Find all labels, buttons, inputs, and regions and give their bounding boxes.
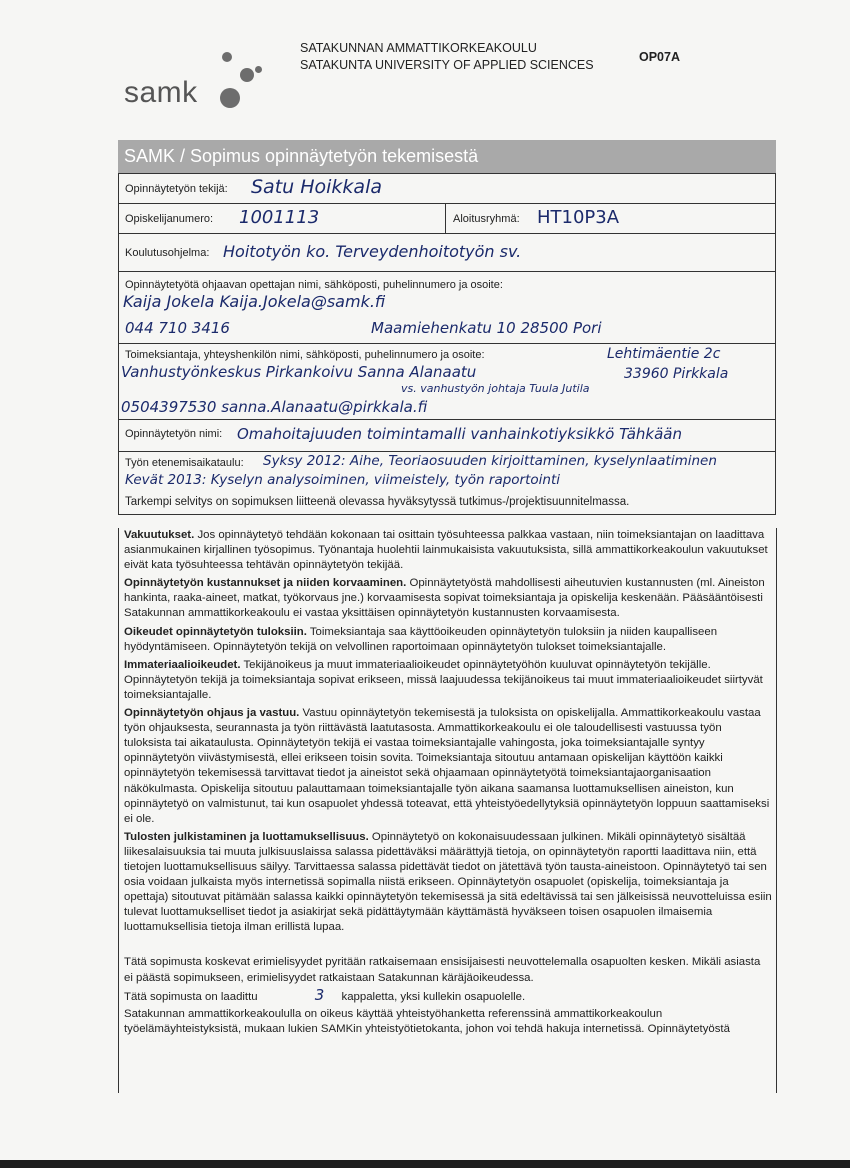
- author-row: [119, 174, 775, 204]
- copies-suffix: kappaletta, yksi kullekin osapuolelle.: [341, 990, 526, 1003]
- copies-clause: [124, 985, 776, 1005]
- disputes-clause: Tätä sopimusta koskevat erimielisyydet pyritään ratkaisemaan ensisijaisesti neuvottelemalla osapuolten kesken. Mikäli asiasta ei päästä sopimukseen, erimielisyydet ratkaistaan Satakunnan käräjäoikeudessa.: [124, 956, 761, 984]
- schedule-note: Tarkempi selvitys on sopimuksen liitteenä olevassa hyväksytyssä tutkimus-/projektisuunnitelmassa.: [125, 496, 630, 508]
- author-label: Opinnäytetyön tekijä:: [125, 183, 228, 195]
- group-label: Aloitusryhmä:: [453, 213, 520, 225]
- terms-section: [118, 528, 776, 1037]
- copies-prefix: Tätä sopimusta on laadittu: [124, 990, 258, 1003]
- group-value: HT10P3A: [537, 207, 620, 228]
- supervisor-label: Opinnäytetyötä ohjaavan opettajan nimi, sähköposti, puhelinnumero ja osoite:: [125, 279, 503, 291]
- document-title: SAMK / Sopimus opinnäytetyön tekemisestä: [118, 140, 776, 173]
- term-text: Opinnäytetyö on kokonaisuudessaan julkinen. Mikäli opinnäytetyö sisältää liikesalaisuuksia tai muuta julkisuuslaissa salassa pidettäväksi määrättyjä tietoja, on opinnäytetyön raportti laadittava niin, että tietojen luottamuksellisuus säilyy. Tarvittaessa salassa pidettävät tiedot on jätettävä työn tausta-aineistoon. Opinnäytetyö tai sen osia voidaan julkaista myös internetissä sopimalla niistä erikseen. Opinnäytetyön osapuolet (opiskelija, toimeksiantaja ja opettaja) sitoutuvat pitämään salassa kaikki opinnäytetyön tekemisessä ja sitä edeltävissä tai sen jälkeisissä neuvotteluissa esiin tulevat luottamukselliset tiedot ja asiakirjat sekä pidättäytymään käyttämästä hyväkseen toisen osapuolen ilmaisemia luottamuksellisia tietoja ilman erillistä lupaa.: [124, 830, 772, 934]
- term-ip: [124, 658, 776, 703]
- copies-count: 3: [314, 985, 325, 1004]
- supervisor-address: Maamiehenkatu 10 28500 Pori: [371, 319, 602, 337]
- client-organization-contact: Vanhustyönkeskus Pirkankoivu Sanna Alanaatu: [121, 363, 477, 381]
- schedule-row: [119, 452, 775, 514]
- term-insurance: [124, 528, 776, 573]
- client-address-city: 33960 Pirkkala: [624, 366, 729, 382]
- client-label: Toimeksiantaja, yhteyshenkilön nimi, sähköposti, puhelinnumero ja osoite:: [125, 349, 485, 361]
- supervisor-phone: 044 710 3416: [125, 319, 230, 337]
- client-phone-email: 0504397530 sanna.Alanaatu@pirkkala.fi: [121, 398, 428, 416]
- student-number-value: 1001113: [239, 207, 320, 228]
- logo-dot-small: [222, 52, 232, 62]
- scan-edge: [0, 1160, 850, 1168]
- form-code: OP07A: [639, 50, 680, 64]
- org-line-en: SATAKUNTA UNIVERSITY OF APPLIED SCIENCES: [300, 58, 594, 72]
- term-costs: [124, 576, 776, 621]
- supervisor-row: [119, 272, 775, 344]
- author-value: Satu Hoikkala: [251, 176, 382, 198]
- agreement-form: [118, 173, 776, 515]
- term-text: Jos opinnäytetyö tehdään kokonaan tai osittain työsuhteessa palkkaa vastaan, niin toimeksiantajan on laadittava asianmukainen kirjallinen työsopimus. Työnantaja huolehtii lainmukaisista vakuutuksista, sillä ammattikorkeakoulun vakuutukset eivät kata työsuhteessa tehtävän opinnäytetyön tekijää.: [124, 529, 768, 572]
- term-guidance: [124, 706, 776, 827]
- term-heading: Vakuutukset.: [124, 529, 195, 541]
- student-row: [119, 204, 775, 234]
- term-text: Vastuu opinnäytetyön tekemisestä ja tuloksista on opiskelijalla. Ammattikorkeakoulu vastaa työn ohjauksesta, seurannasta ja työn riittävästä laatutasosta. Ammattikorkeakoulu ei ole taloudellisesti vastuussa työn tuloksista tai aikataulusta. Opinnäytetyön tekijä ei vastaa toimeksiantajalle vahingosta, joka toimeksiantajalle syntyy opinnäytetyön viivästymisestä, ellei erikseen toisin sovita. Toimeksiantaja sitoutuu antamaan opiskelijan käyttöön kaikki opinnäytetyön tekemisessä tarvittavat tiedot ja aineistot sekä ohjaamaan opinnäytetyötä toimeksiantajaorganisaation näkökulmasta. Opiskelija sitoutuu palauttamaan toimeksiantajalle työn aikana saamansa luottamuksellisen aineiston, kun opinnäytetyö on valmistunut, tai kun osapuolet yhdessä toteavat, että yhteistyöedellytyksiä opinnäytetyön loppuun saattamiseksi ei ole.: [124, 707, 770, 825]
- term-heading: Immateriaalioikeudet.: [124, 658, 241, 671]
- org-line-fi: SATAKUNNAN AMMATTIKORKEAKOULU: [300, 41, 537, 55]
- thesis-name-row: [119, 420, 775, 452]
- schedule-label: Työn etenemisaikataulu:: [125, 457, 244, 469]
- thesis-name-label: Opinnäytetyön nimi:: [125, 428, 223, 440]
- schedule-autumn: Syksy 2012: Aihe, Teoriaosuuden kirjoittaminen, kyselynlaatiminen: [263, 453, 717, 469]
- organization-name: [300, 40, 594, 74]
- client-address-street: Lehtimäentie 2c: [607, 346, 721, 362]
- program-value: Hoitotyön ko. Terveydenhoitotyön sv.: [223, 242, 522, 261]
- schedule-spring: Kevät 2013: Kyselyn analysoiminen, viimeistely, työn raportointi: [125, 472, 561, 488]
- term-rights: [124, 625, 776, 655]
- term-publication: [124, 830, 776, 936]
- term-heading: Opinnäytetyön ohjaus ja vastuu.: [124, 707, 300, 720]
- client-row: [119, 344, 775, 420]
- reference-clause: Satakunnan ammattikorkeakoululla on oikeus käyttää yhteistyöhanketta referenssinä ammattikorkeakoulun työelämäyhteistyksistä, mukaan lukien SAMKin yhteistyötietokanta, johon voi tehdä hakuja internetissä. Opinnäytetyöstä: [124, 1007, 730, 1035]
- term-heading: Oikeudet opinnäytetyön tuloksiin.: [124, 625, 307, 638]
- terms-border-right: [776, 528, 777, 1093]
- column-divider: [445, 204, 446, 234]
- logo-text: samk: [124, 76, 198, 109]
- term-text: Tekijänoikeus ja muut immateriaalioikeudet opinnäytetyöhön kuuluvat opinnäytetyön tekijälle. Opinnäytetyön tekijä ja toimeksiantaja sopivat erikseen, missä laajuudessa tekijänoikeus tai muut immateriaalioikeudet siirtyvät toimeksiantajalle.: [124, 658, 763, 701]
- term-heading: Opinnäytetyön kustannukset ja niiden korvaaminen.: [124, 577, 407, 590]
- supervisor-name-email: Kaija Jokela Kaija.Jokela@samk.fi: [123, 292, 386, 311]
- term-heading: Tulosten julkistaminen ja luottamuksellisuus.: [124, 830, 369, 843]
- client-director: vs. vanhustyön johtaja Tuula Jutila: [401, 382, 590, 395]
- term-text: Opinnäytetyöstä mahdollisesti aiheutuvien kustannusten (ml. Aineiston hankinta, raaka-aineet, matkat, työkorvaus jne.) korvaamisesta sopivat toimeksiantaja ja opiskelija keskenään. Pääsääntöisesti Satakunnan ammattikorkeakoulu ei vastaa yksittäisen opinnäytetyön kustannusten korvaamisesta.: [124, 577, 765, 620]
- program-label: Koulutusohjelma:: [125, 247, 210, 259]
- logo-dot-tiny: [255, 66, 262, 73]
- thesis-name-value: Omahoitajuuden toimintamalli vanhainkotiyksikkö Tähkään: [237, 425, 682, 443]
- logo-dot-mid: [240, 68, 254, 82]
- logo-dot-large: [220, 88, 240, 108]
- samk-logo: [124, 46, 274, 116]
- student-number-label: Opiskelijanumero:: [125, 213, 214, 225]
- program-row: [119, 234, 775, 272]
- term-text: Toimeksiantaja saa käyttöoikeuden opinnäytetyön tuloksiin ja niiden kaupalliseen hyödyntämiseen. Opinnäytetyön tekijä on velvollinen raportoimaan opinnäytetyön tulokset toimeksiantajalle.: [124, 625, 718, 653]
